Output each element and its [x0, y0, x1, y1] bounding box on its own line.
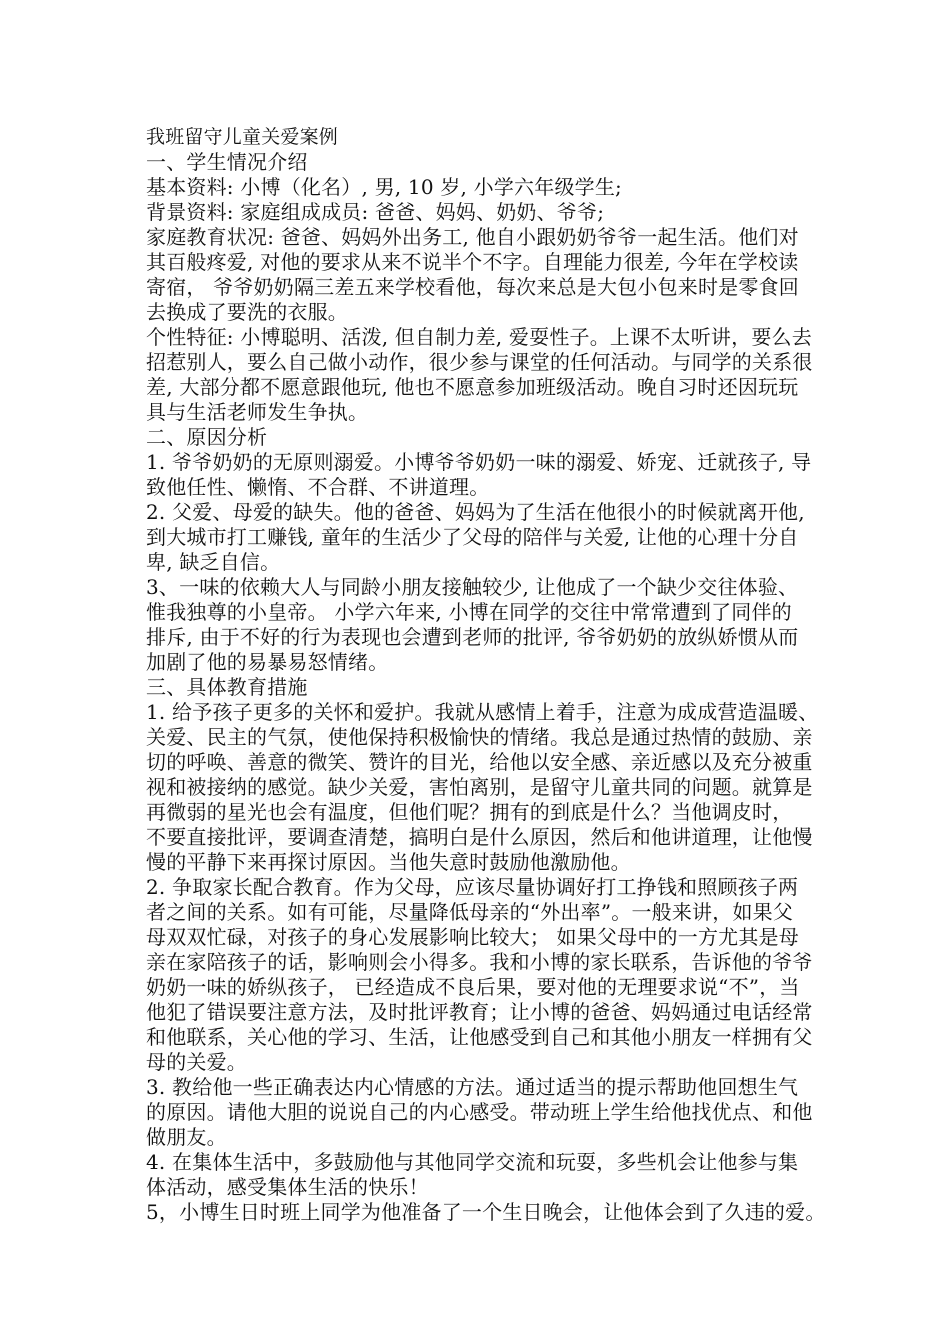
text-line: 体活动，感受集体生活的快乐！ — [146, 1175, 429, 1199]
text-line: 4. 在集体生活中，多鼓励他与其他同学交流和玩耍，多些机会让他参与集 — [146, 1150, 799, 1174]
text-line: 招惹别人，要么自己做小动作，很少参与课堂的任何活动。与同学的关系很 — [146, 350, 813, 374]
text-line: 卑, 缺乏自信。 — [146, 550, 281, 574]
text-line: 做朋友。 — [146, 1125, 227, 1149]
text-line: 和他联系，关心他的学习、生活，让他感受到自己和其他小朋友一样拥有父 — [146, 1025, 813, 1049]
text-line: 母的关爱。 — [146, 1050, 247, 1074]
text-line: 的原因。请他大胆的说说自己的内心感受。带动班上学生给他找优点、和他 — [146, 1100, 813, 1124]
text-line: 1. 爷爷奶奶的无原则溺爱。小博爷爷奶奶一味的溺爱、娇宠、迁就孩子, 导 — [146, 450, 812, 474]
text-line: 1. 给予孩子更多的关怀和爱护。我就从感情上着手，注意为成成营造温暖、 — [146, 700, 819, 724]
text-line: 个性特征: 小博聪明、活泼, 但自制力差, 爱耍性子。上课不太听讲，要么去 — [146, 325, 812, 349]
text-line: 家庭教育状况: 爸爸、妈妈外出务工, 他自小跟奶奶爷爷一起生活。他们对 — [146, 225, 799, 249]
text-line: 差, 大部分都不愿意跟他玩, 他也不愿意参加班级活动。晚自习时还因玩玩 — [146, 375, 799, 399]
text-line: 3、一味的依赖大人与同龄小朋友接触较少, 让他成了一个缺少交往体验、 — [146, 575, 799, 599]
document-title: 我班留守儿童关爱案例 — [146, 126, 339, 148]
text-line: 基本资料: 小博（化名）, 男, 10 岁, 小学六年级学生; — [146, 175, 622, 199]
section-heading-student-info: 一、学生情况介绍 — [146, 150, 308, 174]
text-line: 寄宿， 爷爷奶奶隔三差五来学校看他，每次来总是大包小包来时是零食回 — [146, 275, 799, 299]
text-line: 奶奶一味的娇纵孩子， 已经造成不良后果，要对他的无理要求说“不”，当 — [146, 975, 800, 999]
section-heading-measures: 三、具体教育措施 — [146, 675, 308, 699]
text-line: 具与生活老师发生争执。 — [146, 400, 369, 424]
text-line: 再微弱的星光也会有温度，但他们呢？拥有的到底是什么？当他调皮时， — [146, 800, 793, 824]
text-line: 亲在家陪孩子的话，影响则会小得多。我和小博的家长联系，告诉他的爷爷 — [146, 950, 813, 974]
text-line: 到大城市打工赚钱, 童年的生活少了父母的陪伴与关爱, 让他的心理十分自 — [146, 525, 799, 549]
text-line: 关爱、民主的气氛，使他保持积极愉快的情绪。我总是通过热情的鼓励、亲 — [146, 725, 813, 749]
text-line: 切的呼唤、善意的微笑、赞许的目光，给他以安全感、亲近感以及充分被重 — [146, 750, 813, 774]
text-line: 排斥, 由于不好的行为表现也会遭到老师的批评, 爷爷奶奶的放纵娇惯从而 — [146, 625, 799, 649]
text-line: 惟我独尊的小皇帝。 小学六年来, 小博在同学的交往中常常遭到了同伴的 — [146, 600, 792, 624]
text-line: 不要直接批评，要调查清楚，搞明白是什么原因，然后和他讲道理，让他慢 — [146, 825, 813, 849]
document-body — [146, 125, 876, 1225]
text-line: 2. 争取家长配合教育。作为父母，应该尽量协调好打工挣钱和照顾孩子两 — [146, 875, 799, 899]
text-line: 加剧了他的易暴易怒情绪。 — [146, 650, 389, 674]
text-line: 5，小博生日时班上同学为他准备了一个生日晚会，让他体会到了久违的爱。 — [146, 1200, 826, 1224]
text-line: 背景资料: 家庭组成成员: 爸爸、妈妈、奶奶、爷爷; — [146, 200, 605, 224]
text-line: 2. 父爱、母爱的缺失。他的爸爸、妈妈为了生活在他很小的时候就离开他, — [146, 500, 805, 524]
text-line: 致他任性、懒惰、不合群、不讲道理。 — [146, 475, 490, 499]
text-line: 视和被接纳的感觉。缺少关爱，害怕离别，是留守儿童共同的问题。就算是 — [146, 775, 813, 799]
text-line: 者之间的关系。如有可能，尽量降低母亲的“外出率”。一般来讲，如果父 — [146, 900, 794, 924]
text-line: 慢的平静下来再探讨原因。当他失意时鼓励他激励他。 — [146, 850, 631, 874]
text-line: 其百般疼爱, 对他的要求从来不说半个不字。自理能力很差, 今年在学校读 — [146, 250, 799, 274]
text-line: 他犯了错误要注意方法，及时批评教育；让小博的爸爸、妈妈通过电话经常 — [146, 1000, 813, 1024]
section-heading-cause-analysis: 二、原因分析 — [146, 425, 268, 449]
text-line: 3. 教给他一些正确表达内心情感的方法。通过适当的提示帮助他回想生气 — [146, 1075, 799, 1099]
text-line: 母双双忙碌，对孩子的身心发展影响比较大； 如果父母中的一方尤其是母 — [146, 925, 799, 949]
text-line: 去换成了要洗的衣服。 — [146, 300, 348, 324]
